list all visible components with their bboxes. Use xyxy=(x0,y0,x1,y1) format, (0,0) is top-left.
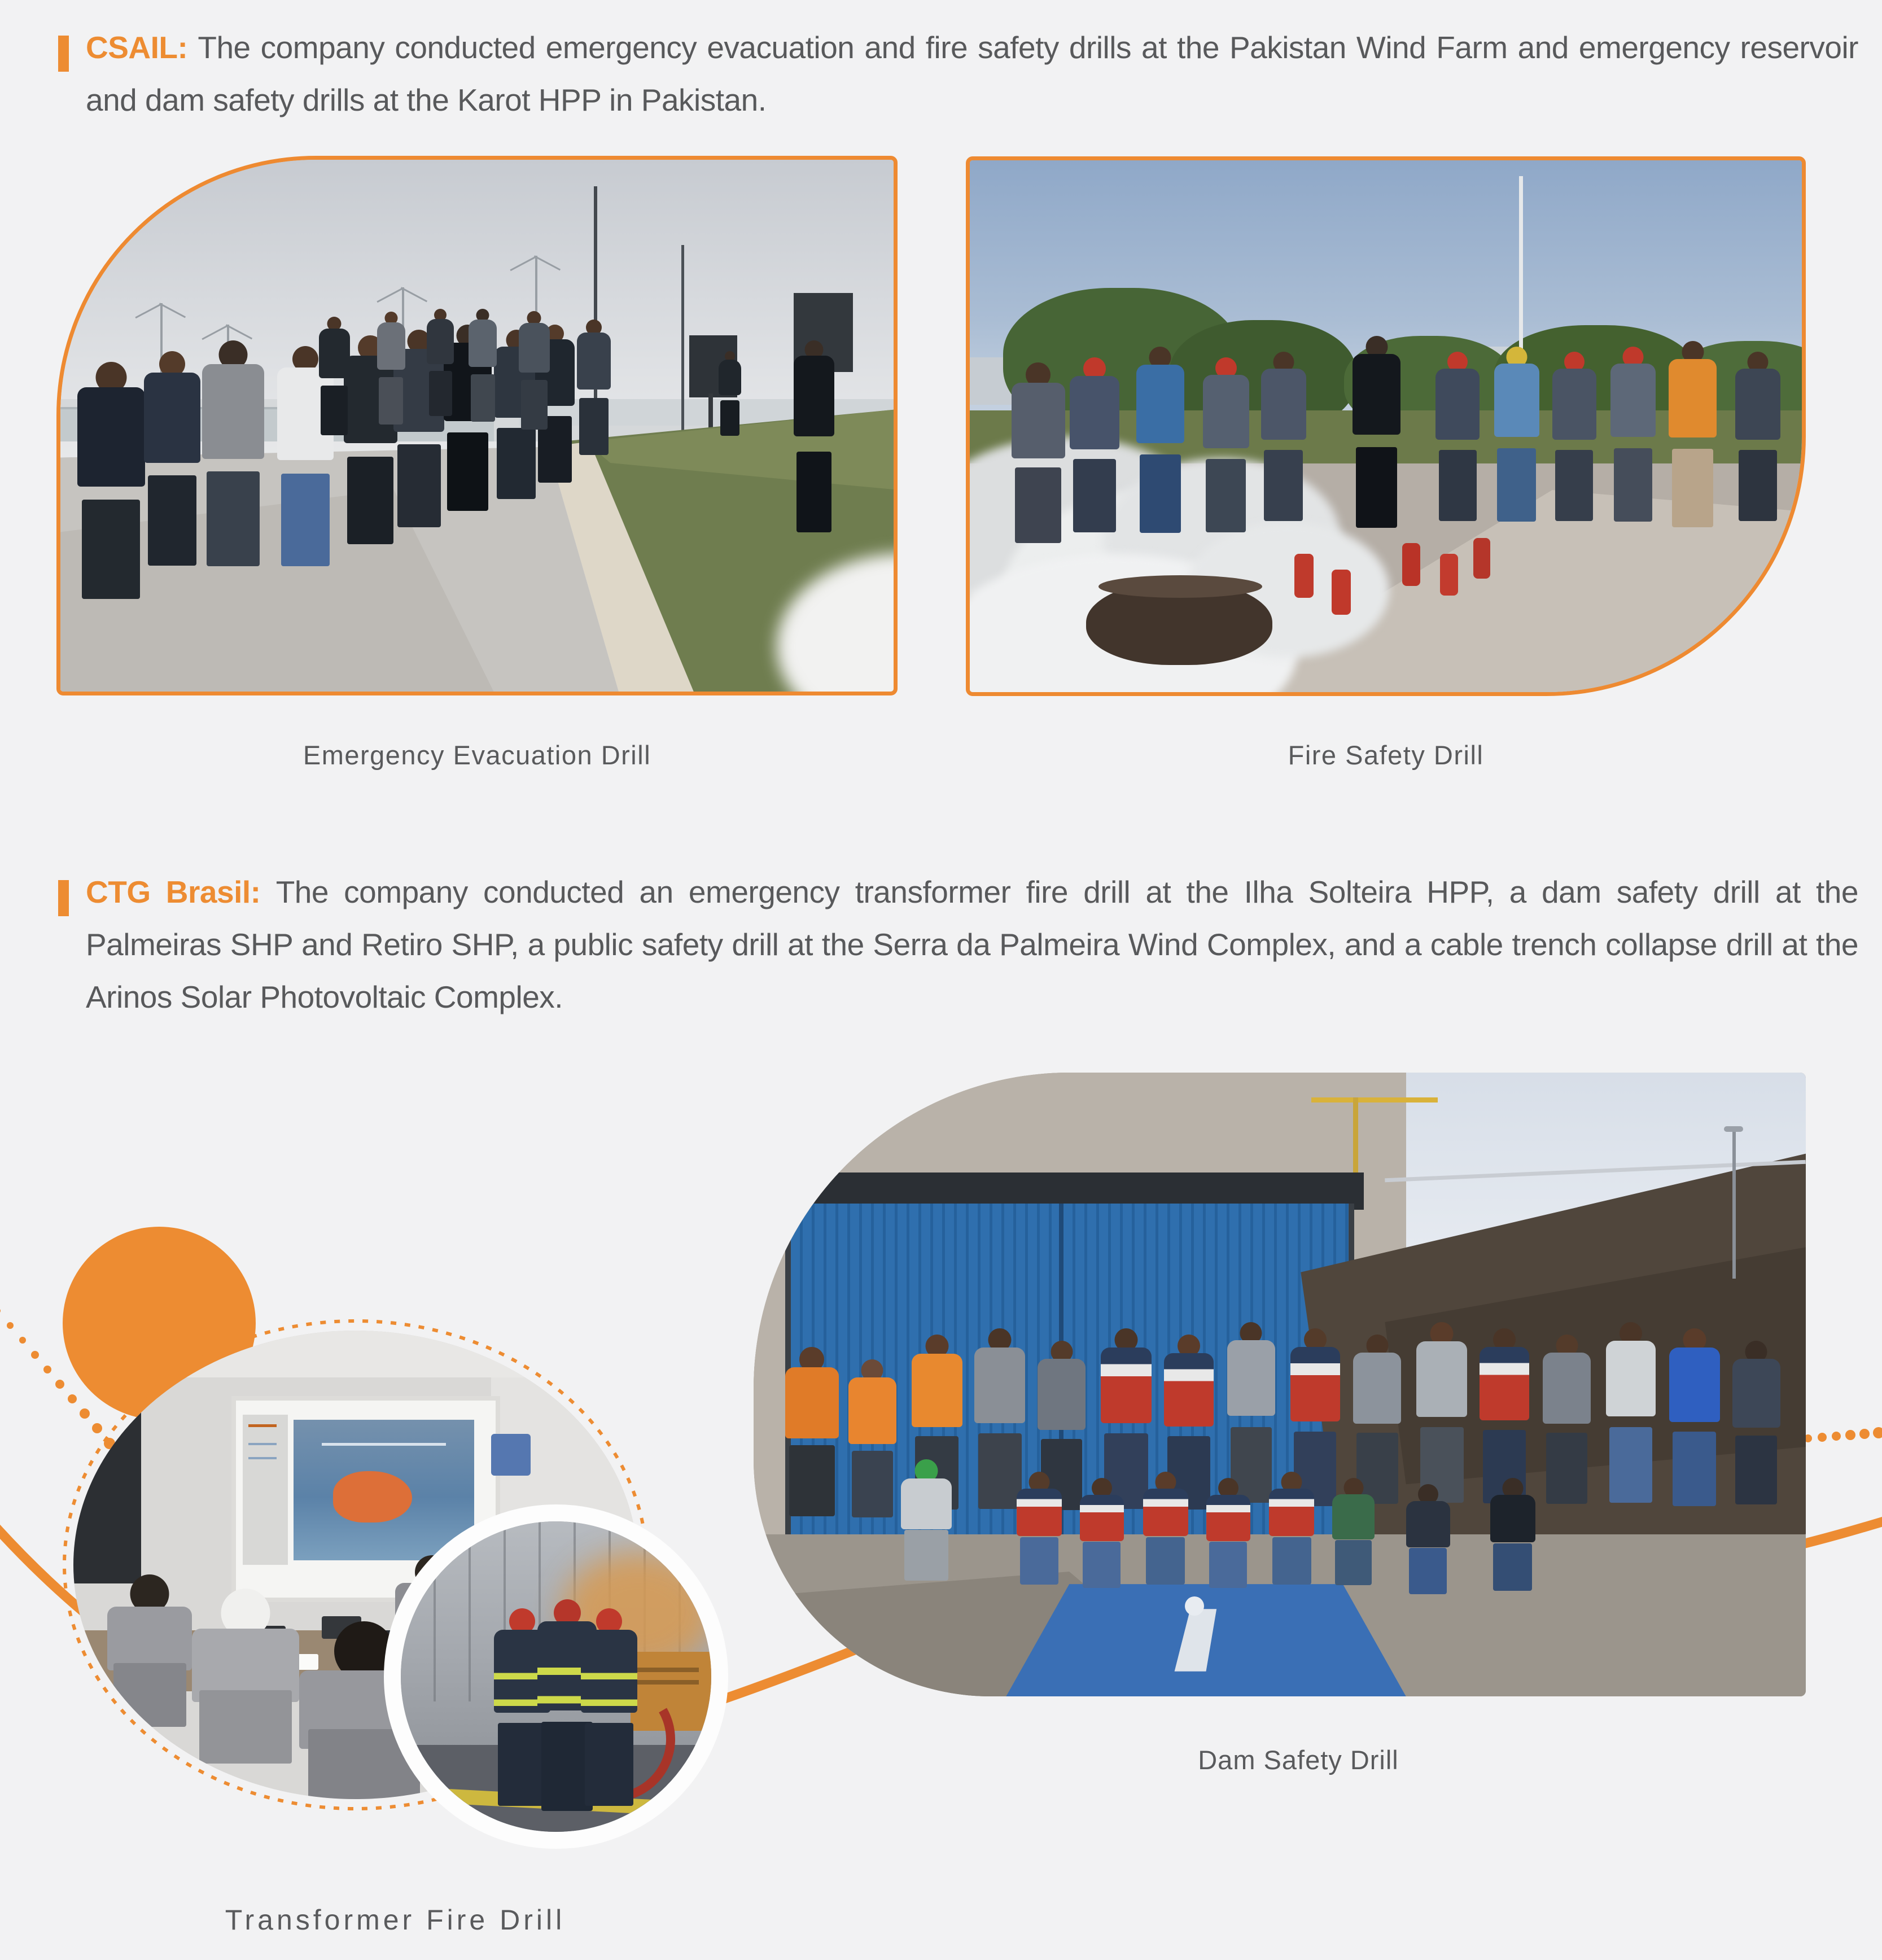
person-figure xyxy=(1017,1472,1062,1585)
fire-safety-photo-caption: Fire Safety Drill xyxy=(1288,740,1484,770)
person-figure xyxy=(1080,1478,1124,1588)
person-figure xyxy=(1269,1472,1314,1585)
fire-safety-photo-scene xyxy=(970,160,1802,692)
person-figure xyxy=(577,320,611,455)
decor-dotted-line-right xyxy=(1804,1426,1882,1442)
dam-photo xyxy=(754,1073,1806,1696)
person-figure xyxy=(1610,347,1656,522)
person-figure xyxy=(1669,341,1717,527)
person-figure xyxy=(377,312,405,425)
person-figure xyxy=(1406,1484,1450,1594)
person-figure xyxy=(1435,352,1480,521)
person-figure xyxy=(901,1459,952,1581)
person-figure xyxy=(1606,1322,1656,1503)
csail-paragraph-text xyxy=(86,21,1858,126)
person-figure xyxy=(848,1359,896,1517)
ctg-paragraph-text xyxy=(86,866,1858,1023)
ctg-accent-bar xyxy=(58,880,69,916)
person-figure xyxy=(1669,1328,1720,1506)
person-figure xyxy=(581,1608,637,1806)
person-figure xyxy=(202,340,264,566)
person-figure xyxy=(107,1574,192,1727)
person-figure xyxy=(794,340,834,532)
fire-safety-photo xyxy=(966,156,1806,696)
csail-body: The company conducted emergency evacuation and fire safety drills at the Pakistan Wind Farm and emergency reservoir and dam safety drills at the Karot HPP in Pakistan. xyxy=(86,30,1858,117)
csail-label: CSAIL: xyxy=(86,30,198,65)
person-figure xyxy=(1070,357,1119,532)
person-figure xyxy=(319,317,350,435)
person-figure xyxy=(1206,1478,1250,1588)
person-figure xyxy=(1227,1322,1275,1503)
person-figure xyxy=(1552,352,1596,521)
person-figure xyxy=(1543,1335,1591,1504)
person-figure xyxy=(1143,1472,1188,1585)
transformer-photo-caption: Transformer Fire Drill xyxy=(225,1904,566,1936)
person-figure xyxy=(427,309,454,416)
person-figure xyxy=(1480,1328,1529,1503)
person-figure xyxy=(1732,1341,1780,1504)
evacuation-photo xyxy=(56,156,898,695)
ctg-body: The company conducted an emergency transformer fire drill at the Ilha Solteira HPP, a dam safety drill at the Palmeiras SHP and Retiro SHP, a public safety drill at the Serra da Palmeira Wind Complex, and a cable trench collapse drill at the Arinos Solar Photovoltaic Complex. xyxy=(86,874,1858,1014)
person-figure xyxy=(1261,352,1306,521)
person-figure xyxy=(1735,352,1780,521)
evacuation-photo-caption: Emergency Evacuation Drill xyxy=(303,740,651,770)
csail-accent-bar xyxy=(58,36,69,72)
person-figure xyxy=(77,362,145,599)
person-figure xyxy=(1353,336,1400,528)
evacuation-photo-scene xyxy=(60,160,894,692)
ctg-label: CTG Brasil: xyxy=(86,874,276,909)
person-figure xyxy=(785,1347,839,1516)
person-figure xyxy=(719,351,741,436)
dam-photo-caption: Dam Safety Drill xyxy=(1198,1745,1399,1775)
person-figure xyxy=(1203,357,1249,532)
person-figure xyxy=(1332,1478,1375,1585)
person-figure xyxy=(1494,347,1539,522)
person-figure xyxy=(1012,362,1065,543)
person-figure xyxy=(144,351,200,566)
firefighter-photo-circle xyxy=(384,1504,728,1849)
person-figure xyxy=(1136,347,1184,533)
person-figure xyxy=(469,309,497,422)
person-figure xyxy=(1490,1478,1535,1591)
person-figure xyxy=(519,311,550,430)
person-figure xyxy=(192,1589,299,1764)
person-figure xyxy=(1416,1322,1467,1503)
